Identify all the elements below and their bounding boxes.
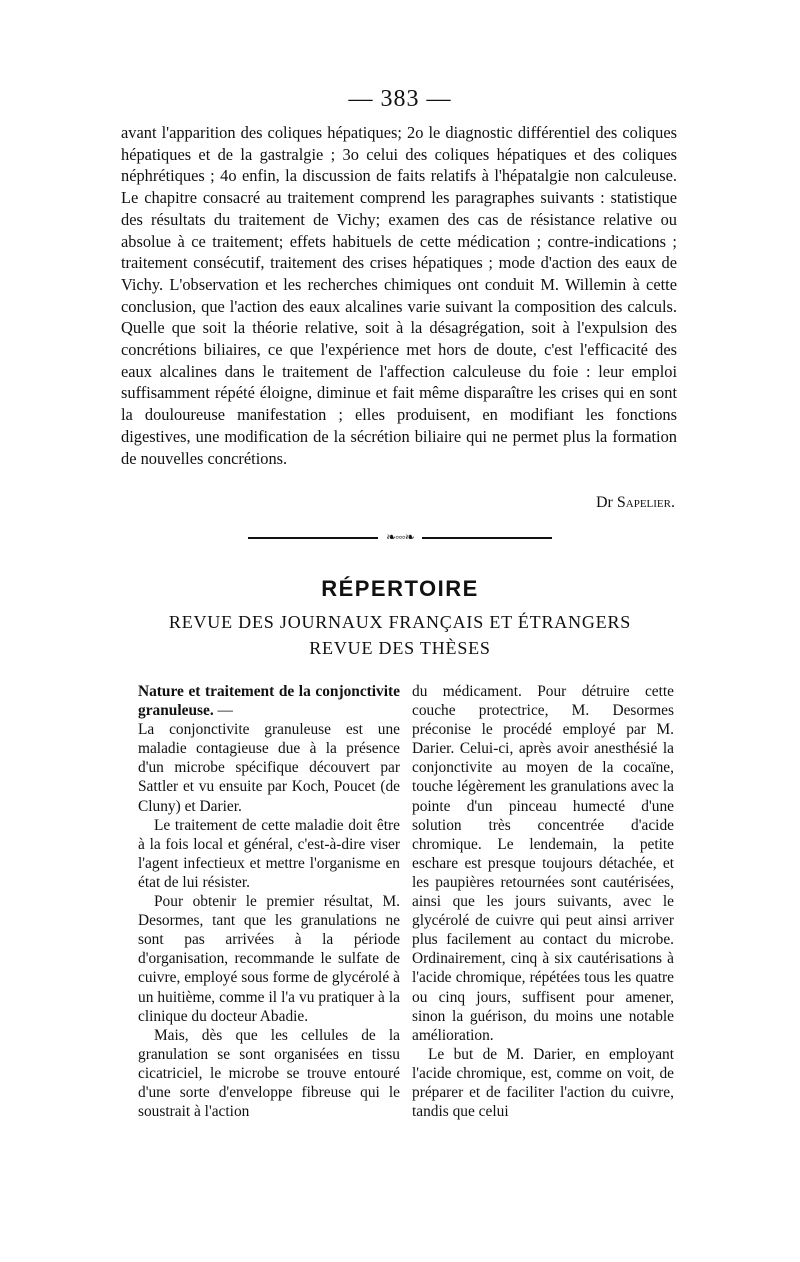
separator-line-right	[422, 537, 552, 539]
page-number: — 383 —	[348, 86, 452, 112]
left-paragraph-1: La conjonctivite granuleuse est une maladie contagieuse due à la présence d'un microbe spécifique découvert par Sattler et vu ensuite par Koch, Poucet (de Cluny) et Darier.	[138, 721, 400, 815]
article-heading: Nature et traitement de la conjonctivite granuleuse.	[138, 683, 400, 720]
subtitle-theses: REVUE DES THÈSES	[309, 638, 491, 658]
separator-line-left	[248, 537, 378, 539]
article-heading-dash: —	[213, 702, 233, 720]
left-paragraph-3: Pour obtenir le premier résultat, M. Desormes, tant que les granulations ne sont pas arrivées à la période d'organisation, recommande le sulfate de cuivre, employé sous forme de glycérolé à un huitième, comme il l'a vu pratiquer à la clinique du docteur Abadie.	[138, 893, 400, 1025]
right-paragraph-2: Le but de M. Darier, en employant l'acide chromique, est, comme on voit, de préparer et de faciliter l'action du cuivre, tandis que celui	[412, 1045, 674, 1121]
intro-paragraph: avant l'apparition des coliques hépatiques; 2o le diagnostic différentiel des coliques hépatiques et de la gastralgie ; 3o celui des coliques hépatiques et des coliques néphrétiques ; 4o enfin, la discussion de faits relatifs à l'hépatalgie non calculeuse. Le chapitre consacré au traitement comprend les paragraphes suivants : statistique des résultats du traitement de Vichy; examen des cas de résistance relative ou absolue à ce traitement; effets habituels de cette médication ; contre-indications ; traitement consécutif, traitement des crises hépatiques ; mode d'action des eaux de Vichy. L'observation et les recherches chimiques ont conduit M. Willemin à cette conclusion, que l'action des eaux alcalines varie suivant la composition des calculs. Quelle que soit la théorie relative, soit à la désagrégation, soit à l'expulsion des concrétions biliaires, ce que l'expérience met hors de doute, c'est l'efficacité des eaux alcalines dans le traitement de l'affection calculeuse du foie : leur emploi suffisamment répété éloigne, diminue et fait même disparaître les crises qui en sont la douloureuse manifestation ; elles produisent, en modifiant les fonctions digestives, une modification de la sécrétion biliaire qui ne permet plus la formation de nouvelles concrétions.	[121, 123, 677, 468]
signature-prefix: Dr	[595, 494, 613, 511]
article-heading-paragraph	[138, 682, 400, 720]
right-paragraph-1: du médicament. Pour détruire cette couche protectrice, M. Desormes préconise le procédé employé par M. Darier. Celui-ci, après avoir anesthésié la conjonctivite au moyen de la cocaïne, touche légèrement les granulations avec la pointe d'un pinceau humecté d'une solution très concentrée d'acide chromique. Le lendemain, la petite eschare est presque toujours détachée, et les paupières retournées sont cautérisées, ainsi que les jours suivants, avec le glycérolé de cuivre qui peut ainsi arriver plus facilement au contact du microbe. Ordinairement, cinq à six cautérisations à l'acide chromique, répétées tous les quatre ou cinq jours, suffisent pour amener, sinon la guérison, du moins une notable amélioration.	[412, 683, 674, 1044]
signature-name: Sapelier.	[616, 494, 675, 511]
section-title: RÉPERTOIRE	[321, 576, 479, 601]
separator-ornament: ❧◦◦◦❧	[386, 530, 414, 544]
subtitle-journals: REVUE DES JOURNAUX FRANÇAIS ET ÉTRANGERS	[168, 612, 632, 632]
signature	[596, 494, 675, 512]
left-column	[138, 682, 400, 1121]
left-paragraph-4: Mais, dès que les cellules de la granulation se sont organisées en tissu cicatriciel, le microbe se trouve entouré d'une sorte d'enveloppe fibreuse qui le soustrait à l'action	[138, 1026, 400, 1121]
section-separator	[248, 530, 552, 544]
left-paragraph-2: Le traitement de cette maladie doit être à la fois local et général, c'est-à-dire viser l'agent infectieux et mettre l'organisme en état de lui résister.	[138, 816, 400, 891]
right-column	[412, 682, 674, 1121]
